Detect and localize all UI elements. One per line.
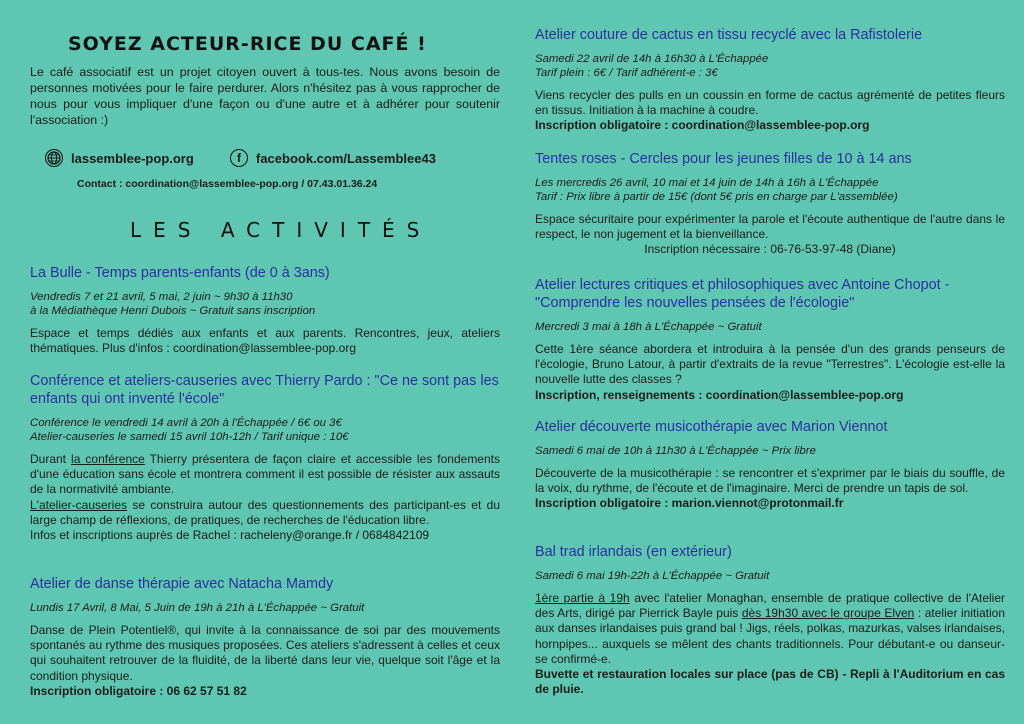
event-description [30, 623, 500, 699]
facebook-link[interactable] [230, 149, 436, 167]
event-date-line: Les mercredis 26 avril, 10 mai et 14 juin de 14h à 16h à L'Échappée [535, 177, 879, 189]
event-description [535, 212, 1005, 258]
desc-text: Thierry présentera de façon claire et accessible les fondements d'une éducation sans école et montrera comment il est possible de résister aux assauts de la normativité ambiante. [30, 452, 500, 497]
event-title: Conférence et ateliers-causeries avec Thierry Pardo : "Ce ne sont pas les enfants qui ont inventé l'école" [30, 373, 499, 407]
desc-underlined: 1ère partie à 19h [535, 591, 630, 605]
event-date-line: à la Médiathèque Henri Dubois ~ Gratuit sans inscription [30, 305, 316, 317]
event-title: La Bulle - Temps parents-enfants (de 0 à 3ans) [30, 265, 330, 281]
event-description [535, 342, 1005, 403]
event-title: Atelier lectures critiques et philosophiques avec Antoine Chopot - "Comprendre les nouvelles pensées de l'écologie" [535, 277, 950, 311]
event-la-bulle [30, 264, 500, 356]
desc-text: Danse de Plein Potentiel®, qui invite à la connaissance de soi par des mouvements spontanés au rythme des musiques proposées. Ces ateliers s'adressent à celles et ceux qui souhaitent retrouver de la fluidité, de la liberté dans leur vie, quelque soit l'âge et la condition physique. [30, 623, 500, 683]
event-date [30, 290, 500, 318]
event-tentes-roses [535, 150, 1005, 258]
desc-extra: Inscription nécessaire : 06-76-53-97-48 (Diane) [644, 242, 896, 257]
event-date: Mercredi 3 mai à 18h à L'Échappée ~ Gratuit [535, 321, 762, 333]
event-date [30, 416, 500, 444]
desc-text: Infos et inscriptions auprès de Rachel : racheleny@orange.fr / 0684842109 [30, 528, 430, 543]
desc-underlined: L'atelier-causeries [30, 497, 128, 512]
desc-text: : atelier initiation aux danses irlandaises puis grand bal ! Jigs, réels, polkas, mazurkas, valses irlandaises, hornpipes... auxquels se mêlent des chants traditionnels. Pour débutant-e ou danseur-se confirmé-e. [535, 606, 1006, 666]
event-title: Atelier de danse thérapie avec Natacha Mamdy [30, 576, 334, 592]
desc-underlined: la conférence [71, 452, 145, 466]
event-lectures [535, 276, 1005, 403]
desc-text: Viens recycler des pulls en un coussin en forme de cactus agrémenté de petites fleurs en tissus. Initiation à la machine à coudre. [535, 88, 1005, 118]
event-description [30, 452, 500, 543]
event-date-line: Tarif plein : 6€ / Tarif adhérent-e : 3€ [535, 67, 718, 79]
event-musicotherapie [535, 418, 1005, 512]
event-date: Samedi 6 mai 19h-22h à L'Échappée ~ Gratuit [535, 570, 770, 582]
desc-strong: Inscription obligatoire : coordination@lassemblee-pop.org [535, 118, 870, 133]
desc-underlined: dès 19h30 avec le groupe Elven [741, 606, 915, 621]
event-description [535, 591, 1005, 697]
event-description: Espace et temps dédiés aux enfants et aux parents. Rencontres, jeux, ateliers thématiques. Plus d'infos : coordination@lassemblee-pop.org [30, 326, 500, 356]
event-date: Lundis 17 Avril, 8 Mai, 5 Juin de 19h à 21h à L'Échappée ~ Gratuit [30, 602, 365, 614]
activities-title: LES ACTIVITÉS [130, 218, 432, 242]
desc-text: Cette 1ère séance abordera et introduira à la pensée d'un des grands penseurs de l'écologie, Bruno Latour, à partir d'extraits de la revue "Terrestres". L'écologie est-elle la nouvelle lutte des classes ? [535, 342, 1005, 387]
desc-text: Découverte de la musicothérapie : se rencontrer et s'exprimer par le biais du souffle, de la voix, du rythme, de l'écoute et de l'imaginaire. Merci de prendre un tapis de sol. [535, 466, 1005, 496]
event-title: Bal trad irlandais (en extérieur) [535, 544, 732, 560]
desc-strong: Inscription obligatoire : marion.viennot@protonmail.fr [535, 496, 844, 511]
event-description [535, 466, 1005, 512]
facebook-label: facebook.com/Lassemblee43 [256, 150, 436, 166]
event-date-line: Samedi 22 avril de 14h à 16h30 à L'Échappée [535, 53, 769, 65]
event-title: Atelier découverte musicothérapie avec Marion Viennot [535, 419, 888, 435]
contact-line: Contact : coordination@lassemblee-pop.org / 07.43.01.36.24 [77, 178, 378, 190]
event-date-line: Conférence le vendredi 14 avril à 20h à l'Échappée / 6€ ou 3€ [30, 417, 342, 429]
event-date-line: Tarif : Prix libre à partir de 15€ (dont 5€ pris en charge par L'assemblée) [535, 191, 898, 203]
website-label: lassemblee-pop.org [71, 150, 194, 166]
globe-icon [45, 149, 63, 167]
website-link[interactable] [45, 149, 194, 167]
event-couture [535, 26, 1005, 134]
event-conference [30, 372, 500, 543]
desc-text: Durant [30, 452, 72, 466]
desc-strong: Inscription, renseignements : coordination@lassemblee-pop.org [535, 387, 904, 402]
event-description [535, 88, 1005, 134]
event-date: Samedi 6 mai de 10h à 11h30 à L'Échappée ~ Prix libre [535, 445, 816, 457]
event-danse-therapie [30, 575, 500, 699]
event-title: Atelier couture de cactus en tissu recyclé avec la Rafistolerie [535, 27, 923, 43]
desc-strong: Buvette et restauration locales sur place (pas de CB) - Repli à l'Auditorium en cas de pluie. [535, 667, 1005, 697]
desc-strong: Inscription obligatoire : 06 62 57 51 82 [30, 683, 247, 698]
event-date [535, 176, 1005, 204]
event-bal-trad [535, 543, 1005, 697]
event-date-line: Vendredis 7 et 21 avril, 5 mai, 2 juin ~ 9h30 à 11h30 [30, 291, 293, 303]
intro-text: Le café associatif est un projet citoyen ouvert à tous-tes. Nous avons besoin de personnes motivées pour le faire perdurer. Alors n'hésitez pas à vous rapprocher de nous pour vous impliquer d'une façon ou d'une autre et à adhérer pour soutenir l'association :) [30, 65, 500, 127]
desc-text: avec l'atelier Monaghan, ensemble de pratique collective de l'Atelier des Arts, dirigé par Pierrick Bayle puis [535, 591, 1005, 621]
event-date-line: Atelier-causeries le samedi 15 avril 10h-12h / Tarif unique : 10€ [30, 431, 349, 443]
desc-text: se construira autour des questionnements des participant-es et du large champ de réflexions, de pratiques, de recherches de l'éducation libre. [30, 497, 500, 527]
event-date [535, 52, 1005, 80]
facebook-icon: f [230, 149, 248, 167]
page-title: SOYEZ ACTEUR-RICE DU CAFÉ ! [68, 33, 427, 55]
event-title: Tentes roses - Cercles pour les jeunes filles de 10 à 14 ans [535, 151, 912, 167]
desc-text: Espace sécuritaire pour expérimenter la parole et l'écoute authentique de l'autre dans le respect, le non jugement et la bienveillance. [535, 212, 1005, 242]
